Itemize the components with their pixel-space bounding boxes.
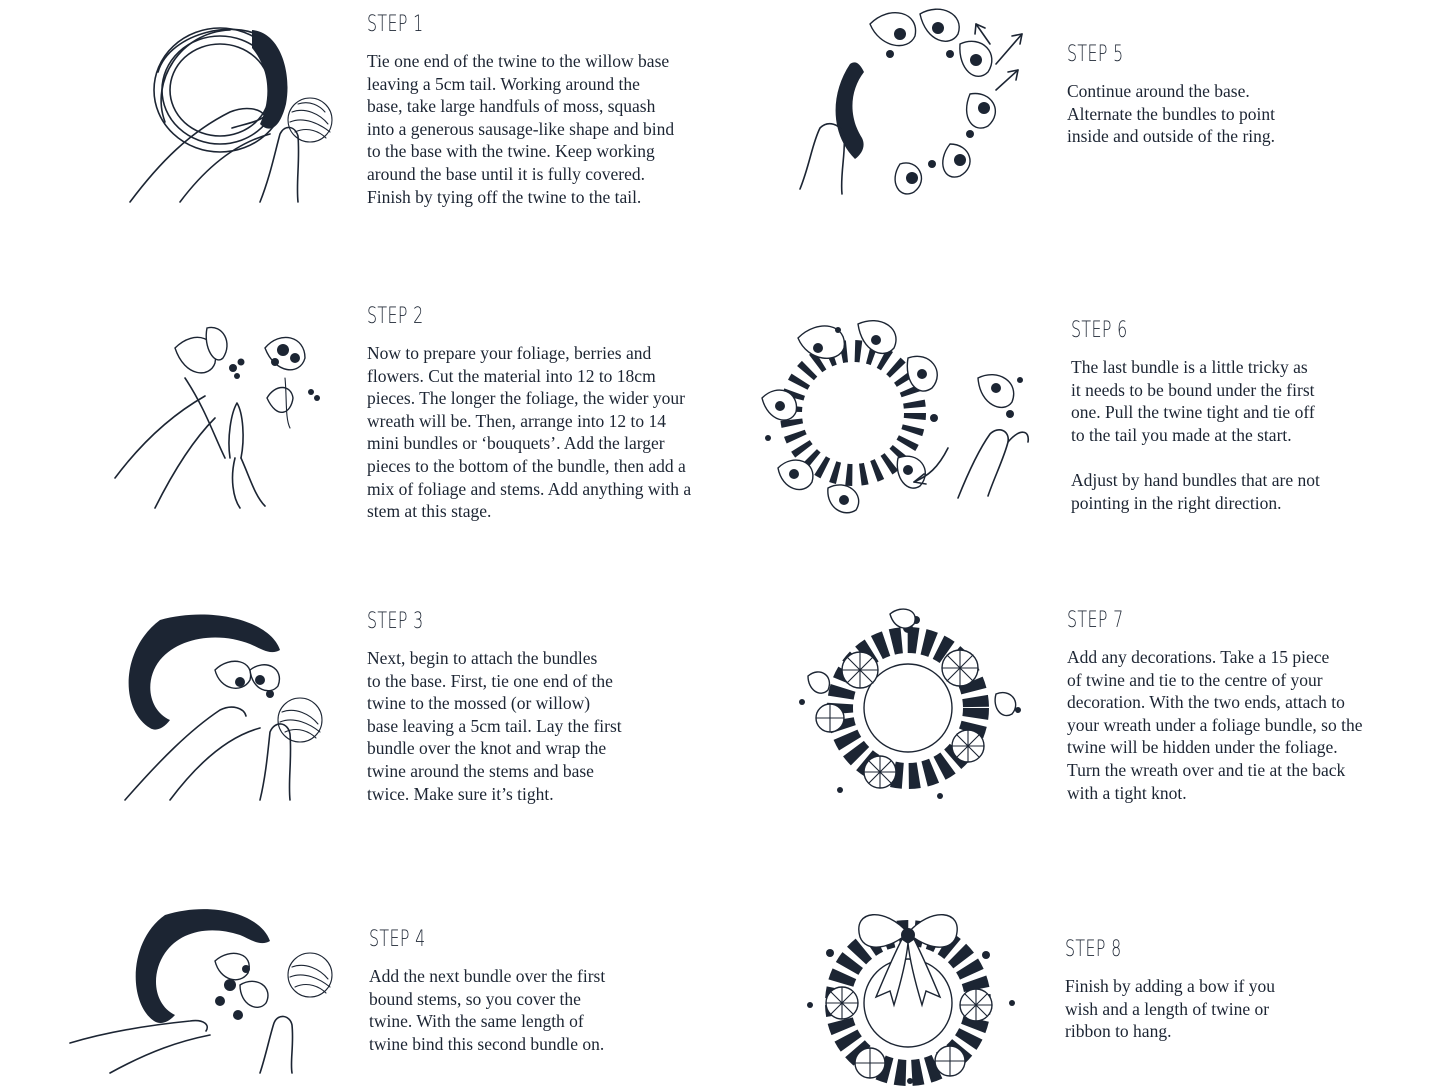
text-line: your wreath under a foliage bundle, so the: [1067, 714, 1363, 735]
willow-base-binding-illustration: [120, 12, 350, 212]
step-1-title: STEP 1: [367, 12, 424, 37]
text-line: Finish by adding a bow if you: [1065, 976, 1275, 996]
text-line: Turn the wreath over and tie at the back: [1067, 759, 1346, 780]
second-bundle-illustration: [70, 905, 340, 1075]
text-line: Continue around the base.: [1067, 81, 1250, 101]
text-line: ribbon to hang.: [1065, 1021, 1172, 1042]
text-line: flowers. Cut the material into 12 to 18cm: [367, 365, 656, 386]
text-line: of twine and tie to the centre of your: [1067, 669, 1323, 690]
text-line: Adjust by hand bundles that are not: [1071, 469, 1320, 490]
text-line: bound stems, so you cover the: [369, 988, 581, 1009]
paragraph-gap: [1071, 446, 1320, 469]
step-2-text: [367, 342, 691, 523]
text-line: bundle over the knot and wrap the: [367, 738, 607, 759]
text-line: Add any decorations. Take a 15 piece: [1067, 647, 1330, 667]
wreath-with-bow-illustration: [790, 893, 1030, 1087]
closing-wreath-illustration: [758, 318, 1043, 518]
decorated-wreath-illustration: [790, 606, 1030, 806]
text-line: pointing in the right direction.: [1071, 492, 1282, 513]
text-line: to the tail you made at the start.: [1071, 424, 1292, 445]
text-line: twine to the mossed (or willow): [367, 693, 591, 714]
text-line: Add the next bundle over the first: [369, 966, 606, 986]
step-5-title: STEP 5: [1067, 42, 1124, 67]
text-line: around the base until it is fully covered.: [367, 163, 645, 184]
partial-wreath-illustration: [800, 4, 1030, 204]
text-line: wreath will be. Then, arrange into 12 to 14: [367, 410, 667, 431]
text-line: Alternate the bundles to point: [1067, 103, 1276, 124]
text-line: with a tight knot.: [1067, 782, 1187, 803]
text-line: wish and a length of twine or: [1065, 998, 1270, 1019]
text-line: leaving a 5cm tail. Working around the: [367, 73, 640, 94]
text-line: inside and outside of the ring.: [1067, 126, 1276, 147]
text-line: twine bind this second bundle on.: [369, 1033, 605, 1054]
step-7-text: [1067, 646, 1362, 804]
step-3-title: STEP 3: [367, 609, 424, 634]
text-line: The last bundle is a little tricky as: [1071, 357, 1308, 377]
text-line: pieces. The longer the foliage, the wider your: [367, 388, 685, 409]
text-line: Next, begin to attach the bundles: [367, 648, 598, 668]
step-3-text: [367, 647, 622, 805]
step-2-title: STEP 2: [367, 304, 424, 329]
step-6-title: STEP 6: [1071, 318, 1128, 343]
step-5-text: [1067, 80, 1275, 148]
foliage-cutting-illustration: [115, 318, 335, 513]
text-line: twine around the stems and base: [367, 760, 594, 781]
text-line: mini bundles or ‘bouquets’. Add the larger: [367, 433, 665, 454]
step-4-title: STEP 4: [369, 927, 426, 952]
text-line: base, take large handfuls of moss, squash: [367, 96, 656, 117]
text-line: Tie one end of the twine to the willow base: [367, 51, 670, 71]
text-line: Now to prepare your foliage, berries and: [367, 343, 652, 363]
first-bundle-illustration: [120, 610, 335, 805]
text-line: one. Pull the twine tight and tie off: [1071, 402, 1315, 423]
step-7-title: STEP 7: [1067, 608, 1124, 633]
text-line: stem at this stage.: [367, 501, 492, 522]
step-1-text: [367, 50, 674, 208]
text-line: twine will be hidden under the foliage.: [1067, 737, 1338, 758]
text-line: pieces to the bottom of the bundle, then add a: [367, 455, 686, 476]
text-line: twine. With the same length of: [369, 1011, 584, 1032]
text-line: decoration. With the two ends, attach to: [1067, 692, 1345, 713]
step-8-text: [1065, 975, 1275, 1043]
text-line: to the base. First, tie one end of the: [367, 670, 613, 691]
text-line: Finish by tying off the twine to the tail.: [367, 186, 642, 207]
text-line: mix of foliage and stems. Add anything with a: [367, 478, 692, 499]
step-8-title: STEP 8: [1065, 937, 1122, 962]
step-6-text: [1071, 356, 1320, 514]
step-4-text: [369, 965, 605, 1055]
text-line: into a generous sausage-like shape and bind: [367, 118, 675, 139]
text-line: it needs to be bound under the first: [1071, 379, 1315, 400]
text-line: to the base with the twine. Keep working: [367, 141, 655, 162]
text-line: base leaving a 5cm tail. Lay the first: [367, 715, 622, 736]
text-line: twice. Make sure it’s tight.: [367, 783, 554, 804]
